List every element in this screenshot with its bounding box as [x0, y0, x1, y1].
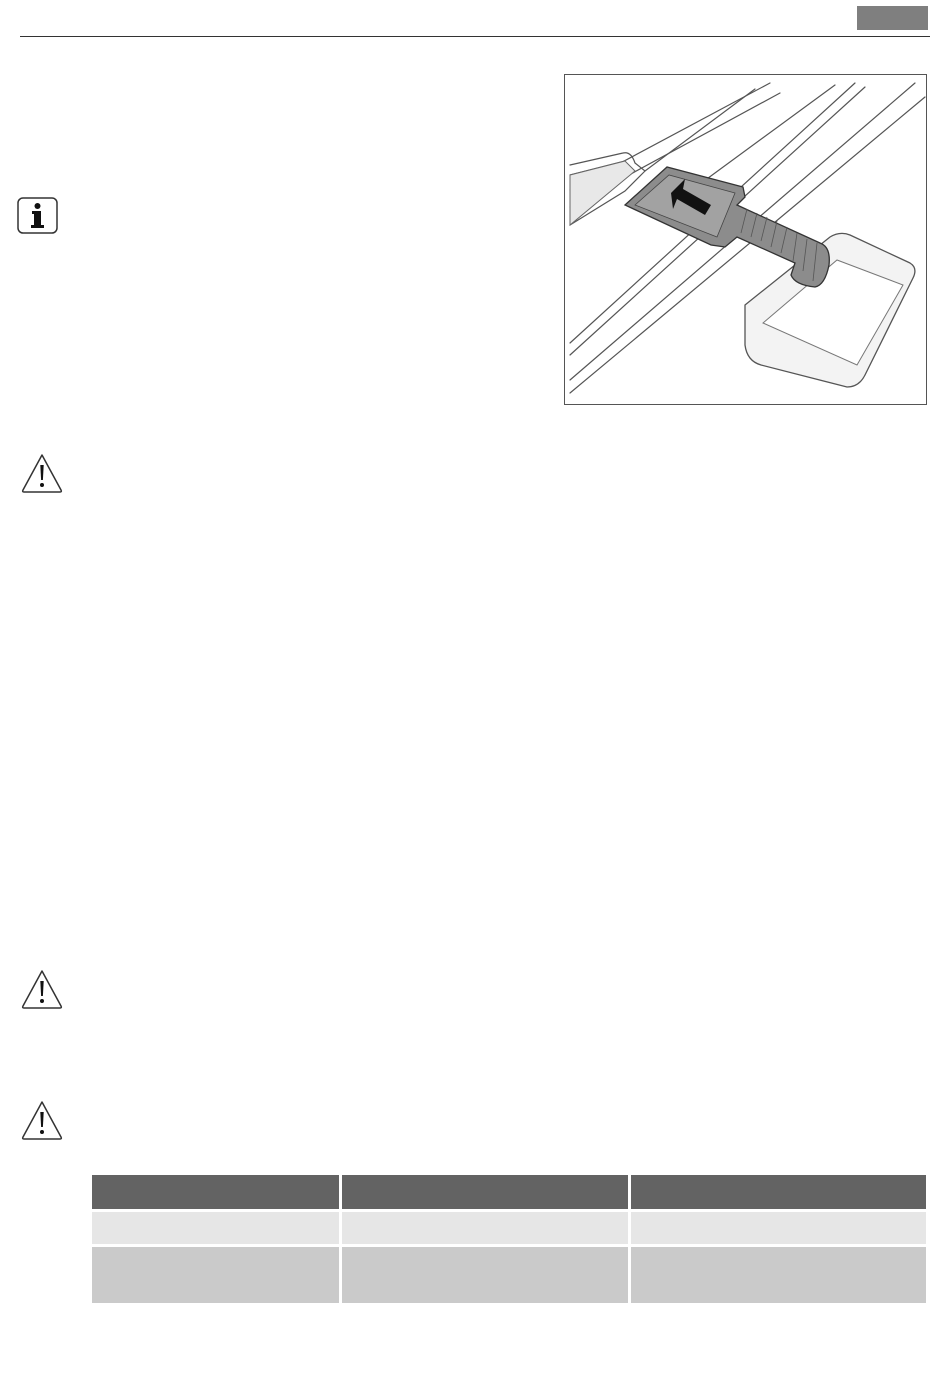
table-cell: [92, 1247, 342, 1306]
warning-icon: [20, 968, 64, 1010]
table-cell: [342, 1247, 631, 1306]
table-row: [92, 1247, 926, 1306]
header-rule: [20, 36, 930, 37]
table-header-cell: [92, 1175, 342, 1212]
table-header-cell: [342, 1175, 631, 1212]
info-icon: [17, 197, 58, 234]
table-header-cell: [631, 1175, 926, 1212]
table-cell: [342, 1212, 631, 1247]
warning-icon: [20, 452, 64, 494]
page-number-tab: [857, 6, 928, 30]
warning-icon: [20, 1099, 64, 1141]
table-cell: [631, 1212, 926, 1247]
table-header-row: [92, 1175, 926, 1212]
troubleshooting-table: [92, 1175, 926, 1306]
table-cell: [92, 1212, 342, 1247]
table-row: [92, 1212, 926, 1247]
illustration-figure: [564, 74, 927, 405]
table-cell: [631, 1247, 926, 1306]
